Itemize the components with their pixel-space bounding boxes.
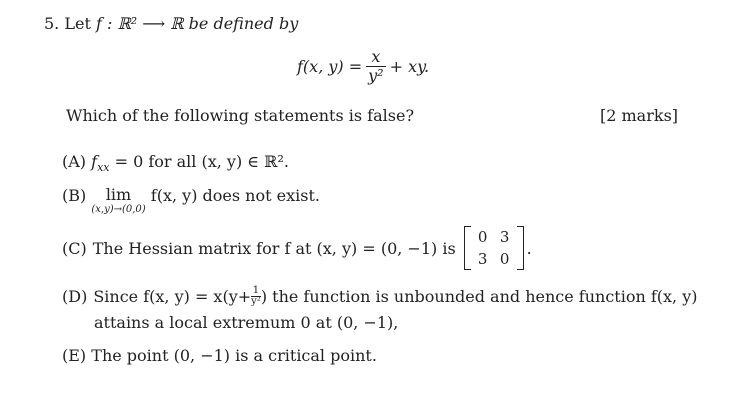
option-c — [62, 226, 532, 270]
option-d-frac-num: 1 — [252, 285, 260, 296]
matrix-cell: 3 — [477, 250, 488, 268]
option-a-text: = 0 for all (x, y) ∈ ℝ². — [114, 152, 290, 171]
function-map: f : ℝ² ⟶ ℝ be defined by — [95, 14, 299, 33]
matrix-cell: 3 — [499, 228, 510, 246]
option-d — [62, 286, 698, 307]
question-intro: Let — [64, 14, 91, 33]
option-b — [62, 186, 320, 216]
option-d-frac-den: y² — [251, 296, 261, 307]
left-bracket — [464, 226, 471, 270]
option-e-text: The point (0, −1) is a critical point. — [91, 346, 377, 365]
fraction-numerator: x — [371, 47, 381, 66]
function-definition — [297, 48, 429, 85]
option-label: (D) — [62, 287, 88, 306]
option-d-line1-b: ) the function is unbounded and hence function f(x, y) — [260, 287, 698, 306]
definition-tail: + xy. — [389, 57, 430, 76]
question-prompt: Which of the following statements is false? — [66, 106, 415, 125]
marks-label: [2 marks] — [600, 106, 679, 125]
limit-operator — [91, 186, 145, 216]
option-label: (B) — [62, 186, 87, 205]
option-label: (C) — [62, 238, 87, 258]
option-a — [62, 152, 289, 174]
option-a-subscript: xx — [97, 161, 110, 175]
option-d-line2: attains a local extremum 0 at (0, −1), — [94, 313, 399, 332]
matrix-cell: 0 — [499, 250, 510, 268]
question-header — [44, 14, 298, 33]
hessian-matrix — [464, 226, 524, 270]
option-a-f: f — [91, 152, 98, 171]
option-c-text: The Hessian matrix for f at (x, y) = (0, −1) is — [92, 238, 456, 258]
definition-fraction — [366, 48, 385, 85]
right-bracket — [517, 226, 524, 270]
matrix-cell: 0 — [477, 228, 488, 246]
option-label: (A) — [62, 152, 87, 171]
question-number: 5. — [44, 14, 60, 33]
option-e — [62, 346, 377, 365]
limit-subscript: (x,y)→(0,0) — [91, 204, 146, 215]
fraction-denominator: y² — [368, 66, 384, 85]
option-c-tail: . — [526, 238, 532, 258]
option-d-fraction — [251, 286, 261, 307]
option-label: (E) — [62, 346, 87, 365]
option-d-line1-a: Since f(x, y) = x(y+ — [93, 287, 252, 306]
limit-text: lim — [105, 185, 132, 204]
option-b-text: f(x, y) does not exist. — [150, 186, 320, 205]
definition-lhs: f(x, y) = — [297, 57, 363, 76]
